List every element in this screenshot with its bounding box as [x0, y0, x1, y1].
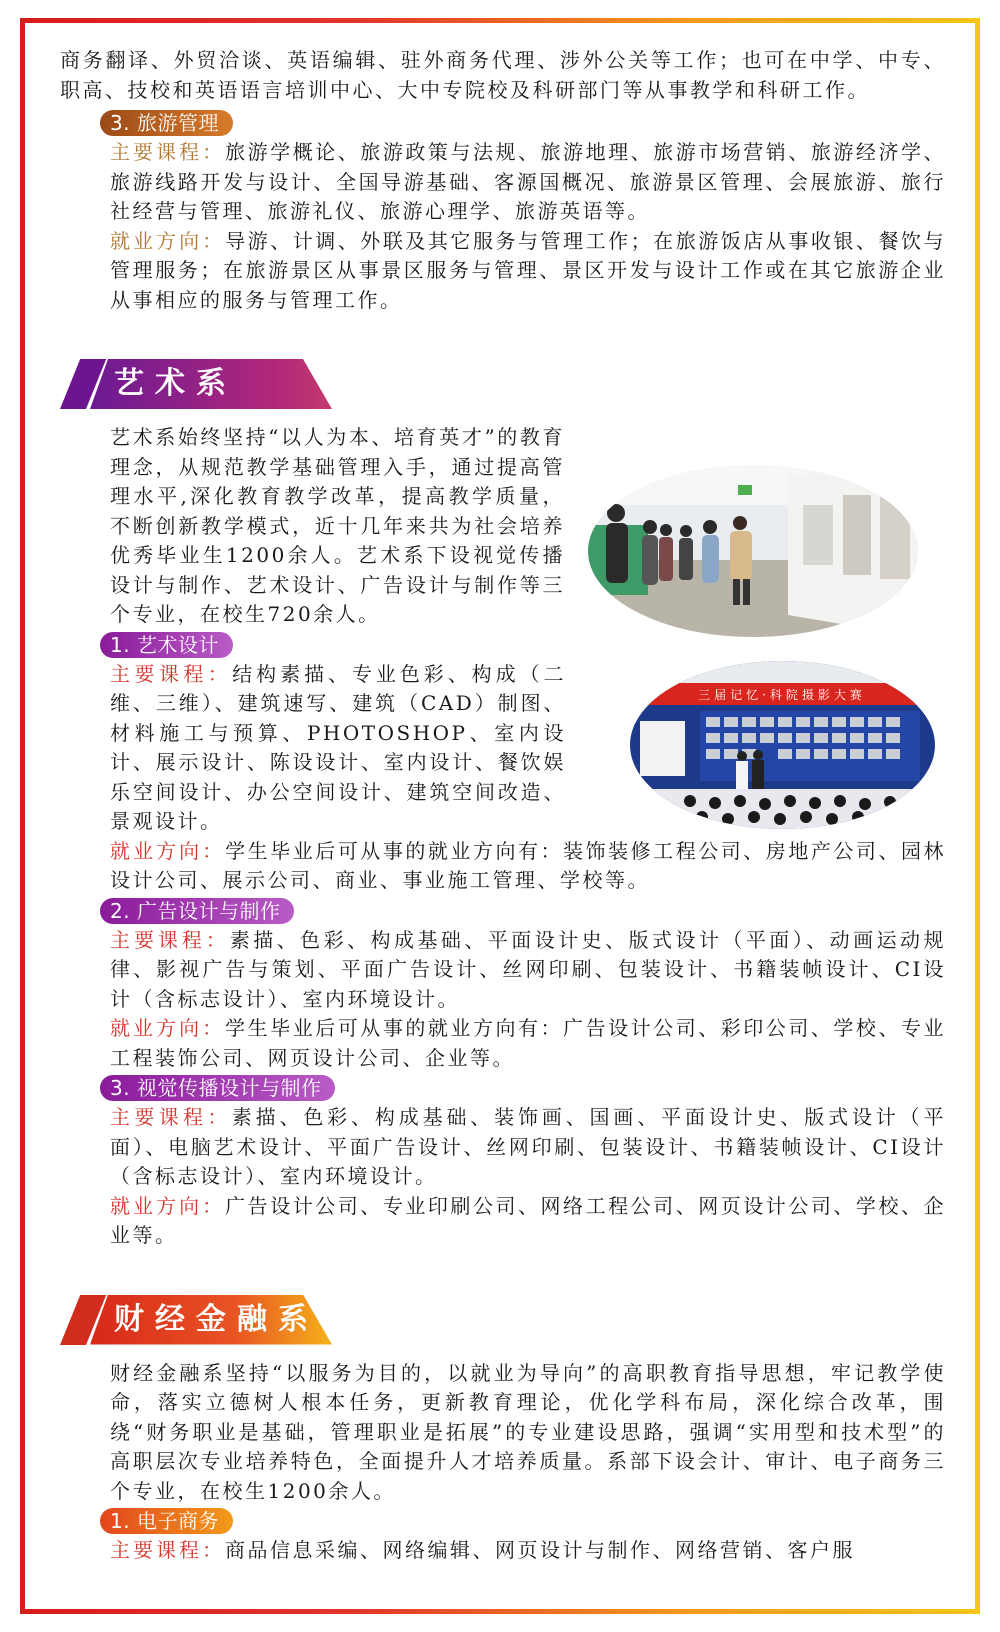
courses-text: 素描、色彩、构成基础、平面设计史、版式设计（平面）、动画运动规律、影视广告与策划、平面广告设计、丝网印刷、包装设计、书籍装帧设计、CI设计（含标志设计）、室内环境设计。 [110, 927, 947, 1011]
jobs-text: 学生毕业后可从事的就业方向有：广告设计公司、彩印公司、学校、专业工程装饰公司、网页设计公司、企业等。 [110, 1016, 947, 1070]
art-design-courses [60, 660, 566, 837]
courses-label: 主要课程： [110, 1538, 225, 1562]
courses-text: 素描、色彩、构成基础、装饰画、国画、平面设计史、版式设计（平面）、电脑艺术设计、平面广告设计、丝网印刷、包装设计、书籍装帧设计、CI设计（含标志设计）、室内环境设计。 [110, 1105, 947, 1188]
gallery-photo-icon [588, 465, 918, 637]
art-design-jobs [60, 837, 946, 896]
major-advertising [60, 896, 946, 1074]
jobs-label: 就业方向： [110, 228, 226, 253]
courses-text: 结构素描、专业色彩、构成（二维、三维）、建筑速写、建筑（CAD）制图、材料施工与预算、PHOTOSHOP、室内设计、展示设计、陈设设计、室内设计、餐饮娱乐空间设计、办公空间设计、建筑空间改造、景观设计。 [110, 661, 567, 833]
tourism-courses [60, 138, 946, 227]
tourism-jobs [60, 227, 946, 316]
courses-label: 主要课程： [110, 140, 226, 164]
art-photo-contest [630, 661, 935, 829]
visual-communication-jobs [60, 1192, 946, 1251]
finance-section-banner [60, 1295, 360, 1345]
jobs-label: 就业方向： [110, 1193, 226, 1218]
art-section-title: 艺术系 [114, 366, 237, 401]
contest-banner-text: 三届记忆·科院摄影大赛 [698, 688, 866, 702]
major-pill-advertising: 2. 广告设计与制作 [100, 898, 294, 924]
finance-section [60, 1359, 946, 1566]
courses-label: 主要课程： [110, 1105, 232, 1129]
finance-intro: 财经金融系坚持“以服务为目的，以就业为导向”的高职教育指导思想，牢记教学使命，落实立德树人根本任务，更新教育理论，优化学科布局，深化综合改革，围绕“财务职业是基础，管理职业是拓展”的专业建设思路，强调“实用型和技术型”的高职层次专业培养特色，全面提升人才培养质量。系部下设会计、审计、电子商务三个专业，在校生1200余人。 [110, 1360, 946, 1503]
art-section-banner [60, 359, 360, 409]
finance-section-title: 财经金融系 [114, 1301, 319, 1337]
art-intro-block [60, 423, 565, 630]
jobs-text: 导游、计调、外联及其它服务与管理工作；在旅游饭店从事收银、餐饮与管理服务；在旅游景区从事景区服务与管理、景区开发与设计工作或在其它旅游企业从事相应的服务与管理工作。 [110, 228, 947, 312]
advertising-courses [60, 926, 946, 1015]
advertising-jobs [60, 1014, 946, 1073]
major-visual-communication [60, 1073, 946, 1251]
major-pill-tourism: 3. 旅游管理 [100, 110, 233, 136]
art-intro: 艺术系始终坚持“以人为本、培育英才”的教育理念，从规范教学基础管理入手，通过提高管理水平,深化教育教学改革，提高教学质量，不断创新教学模式，近十几年来共为社会培养优秀毕业生1200余人。艺术系下设视觉传播设计与制作、艺术设计、广告设计与制作等三个专业，在校生720余人。 [110, 425, 565, 626]
visual-communication-courses [60, 1103, 946, 1192]
jobs-text: 广告设计公司、专业印刷公司、网络工程公司、网页设计公司、学校、企业等。 [110, 1193, 947, 1247]
jobs-label: 就业方向： [110, 838, 226, 863]
major-tourism [60, 108, 946, 315]
major-pill-ecommerce: 1. 电子商务 [100, 1508, 233, 1534]
courses-text: 旅游学概论、旅游政策与法规、旅游地理、旅游市场营销、旅游经济学、旅游线路开发与设计、全国导游基础、客源国概况、旅游景区管理、会展旅游、旅行社经营与管理、旅游礼仪、旅游心理学、旅游英语等。 [110, 140, 947, 223]
contest-photo-icon [630, 661, 935, 829]
page-content [60, 46, 946, 1566]
courses-text: 商品信息采编、网络编辑、网页设计与制作、网络营销、客户服 [225, 1538, 855, 1562]
art-photo-gallery [588, 465, 918, 637]
courses-label: 主要课程： [110, 661, 233, 686]
jobs-label: 就业方向： [110, 1016, 226, 1040]
ecommerce-courses [60, 1536, 946, 1566]
major-pill-visual-communication: 3. 视觉传播设计与制作 [100, 1075, 335, 1101]
major-pill-art-design: 1. 艺术设计 [100, 632, 233, 658]
major-ecommerce [60, 1506, 946, 1566]
art-section [60, 423, 946, 1251]
continuation-text: 商务翻译、外贸洽谈、英语编辑、驻外商务代理、涉外公关等工作；也可在中学、中专、职高、技校和英语语言培训中心、大中专院校及科研部门等从事教学和科研工作。 [60, 48, 946, 102]
courses-label: 主要课程： [110, 927, 230, 952]
jobs-text: 学生毕业后可从事的就业方向有：装饰装修工程公司、房地产公司、园林设计公司、展示公司、商业、事业施工管理、学校等。 [110, 838, 947, 892]
